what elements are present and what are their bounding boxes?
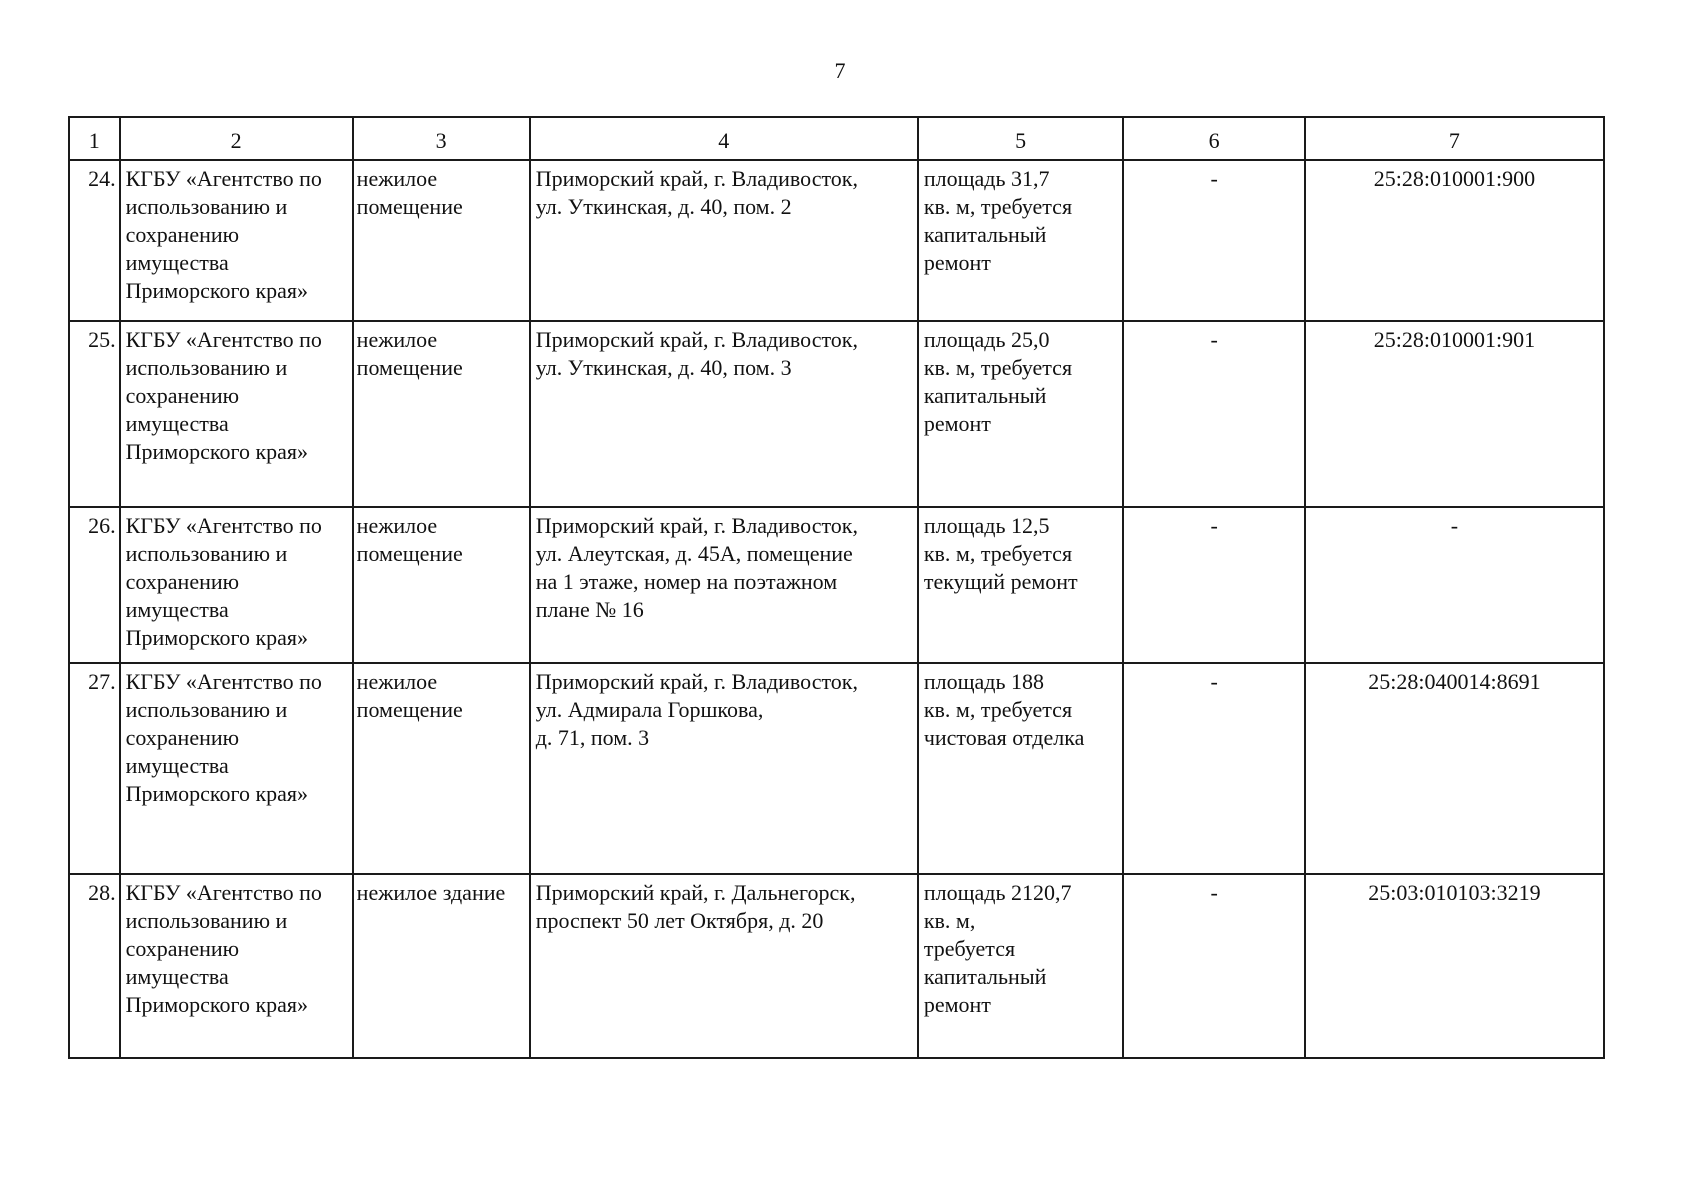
object-type-line: помещение (356, 355, 463, 380)
column-header: 1 (69, 117, 120, 160)
page-number: 7 (834, 58, 846, 83)
organization-line: КГБУ «Агентство по (125, 327, 322, 352)
organization-line: сохранению (125, 383, 240, 408)
address-cell (530, 507, 918, 663)
cadastral-number: 25:28:040014:8691 (1305, 663, 1604, 874)
description-line: площадь 25,0 (923, 327, 1050, 352)
description-line: капитальный (923, 222, 1047, 247)
organization-line: использованию и (125, 908, 288, 933)
address-line: Приморский край, г. Дальнегорск, (535, 880, 856, 905)
address-line: плане № 16 (535, 597, 644, 622)
object-type-cell (353, 321, 530, 507)
description-cell (918, 507, 1124, 663)
row-number: 25. (69, 321, 120, 507)
header-row (69, 117, 1604, 160)
address-cell (530, 874, 918, 1058)
description-cell (918, 874, 1124, 1058)
organization-line: имущества (125, 964, 229, 989)
address-line: ул. Уткинская, д. 40, пом. 3 (535, 355, 792, 380)
table-row (69, 874, 1604, 1058)
description-line: ремонт (923, 250, 991, 275)
table-row (69, 507, 1604, 663)
address-line: Приморский край, г. Владивосток, (535, 327, 858, 352)
object-type-line: помещение (356, 541, 463, 566)
column-header: 2 (120, 117, 353, 160)
column-6-cell: - (1123, 160, 1304, 321)
address-cell (530, 663, 918, 874)
organization-line: сохранению (125, 725, 240, 750)
organization-cell (120, 874, 353, 1058)
organization-line: имущества (125, 753, 229, 778)
organization-line: имущества (125, 411, 229, 436)
column-header: 3 (353, 117, 530, 160)
address-line: Приморский край, г. Владивосток, (535, 513, 858, 538)
row-number: 28. (69, 874, 120, 1058)
table-row (69, 160, 1604, 321)
description-line: кв. м, требуется (923, 355, 1073, 380)
description-line: ремонт (923, 411, 991, 436)
organization-line: КГБУ «Агентство по (125, 880, 322, 905)
object-type-line: помещение (356, 194, 463, 219)
organization-line: имущества (125, 250, 229, 275)
object-type-cell (353, 507, 530, 663)
organization-line: сохранению (125, 936, 240, 961)
organization-line: Приморского края» (125, 992, 309, 1017)
table-row (69, 663, 1604, 874)
organization-cell (120, 321, 353, 507)
organization-line: Приморского края» (125, 625, 309, 650)
column-header: 6 (1123, 117, 1304, 160)
object-type-line: помещение (356, 697, 463, 722)
description-line: чистовая отделка (923, 725, 1085, 750)
column-6-cell: - (1123, 507, 1304, 663)
description-cell (918, 321, 1124, 507)
property-table (68, 116, 1605, 1059)
address-line: ул. Адмирала Горшкова, (535, 697, 764, 722)
address-line: на 1 этаже, номер на поэтажном (535, 569, 838, 594)
object-type-line: нежилое здание (356, 880, 506, 905)
description-line: площадь 31,7 (923, 166, 1050, 191)
object-type-cell (353, 663, 530, 874)
cadastral-number: - (1305, 507, 1604, 663)
organization-line: сохранению (125, 569, 240, 594)
cadastral-number: 25:03:010103:3219 (1305, 874, 1604, 1058)
organization-line: использованию и (125, 194, 288, 219)
description-line: кв. м, (923, 908, 976, 933)
address-cell (530, 160, 918, 321)
column-header: 4 (530, 117, 918, 160)
organization-cell (120, 160, 353, 321)
column-header: 7 (1305, 117, 1604, 160)
address-line: проспект 50 лет Октября, д. 20 (535, 908, 824, 933)
column-6-cell: - (1123, 663, 1304, 874)
organization-line: использованию и (125, 697, 288, 722)
description-cell (918, 663, 1124, 874)
description-line: ремонт (923, 992, 991, 1017)
object-type-line: нежилое (356, 327, 438, 352)
organization-line: КГБУ «Агентство по (125, 166, 322, 191)
object-type-line: нежилое (356, 513, 438, 538)
organization-line: имущества (125, 597, 229, 622)
row-number: 24. (69, 160, 120, 321)
description-line: кв. м, требуется (923, 697, 1073, 722)
object-type-cell (353, 160, 530, 321)
cadastral-number: 25:28:010001:901 (1305, 321, 1604, 507)
organization-cell (120, 663, 353, 874)
organization-line: сохранению (125, 222, 240, 247)
description-line: кв. м, требуется (923, 541, 1073, 566)
description-line: текущий ремонт (923, 569, 1078, 594)
column-6-cell: - (1123, 321, 1304, 507)
address-line: ул. Уткинская, д. 40, пом. 2 (535, 194, 792, 219)
description-line: капитальный (923, 383, 1047, 408)
row-number: 27. (69, 663, 120, 874)
organization-line: КГБУ «Агентство по (125, 513, 322, 538)
cadastral-number: 25:28:010001:900 (1305, 160, 1604, 321)
column-header: 5 (918, 117, 1124, 160)
description-line: кв. м, требуется (923, 194, 1073, 219)
table-row (69, 321, 1604, 507)
address-line: ул. Алеутская, д. 45А, помещение (535, 541, 853, 566)
object-type-cell (353, 874, 530, 1058)
address-line: Приморский край, г. Владивосток, (535, 669, 858, 694)
organization-line: Приморского края» (125, 781, 309, 806)
organization-line: Приморского края» (125, 278, 309, 303)
address-line: Приморский край, г. Владивосток, (535, 166, 858, 191)
column-6-cell: - (1123, 874, 1304, 1058)
organization-line: использованию и (125, 355, 288, 380)
description-cell (918, 160, 1124, 321)
description-line: площадь 188 (923, 669, 1045, 694)
organization-line: КГБУ «Агентство по (125, 669, 322, 694)
row-number: 26. (69, 507, 120, 663)
object-type-line: нежилое (356, 166, 438, 191)
organization-cell (120, 507, 353, 663)
object-type-line: нежилое (356, 669, 438, 694)
address-line: д. 71, пом. 3 (535, 725, 650, 750)
address-cell (530, 321, 918, 507)
organization-line: использованию и (125, 541, 288, 566)
description-line: площадь 12,5 (923, 513, 1050, 538)
description-line: требуется (923, 936, 1016, 961)
description-line: площадь 2120,7 (923, 880, 1072, 905)
organization-line: Приморского края» (125, 439, 309, 464)
description-line: капитальный (923, 964, 1047, 989)
